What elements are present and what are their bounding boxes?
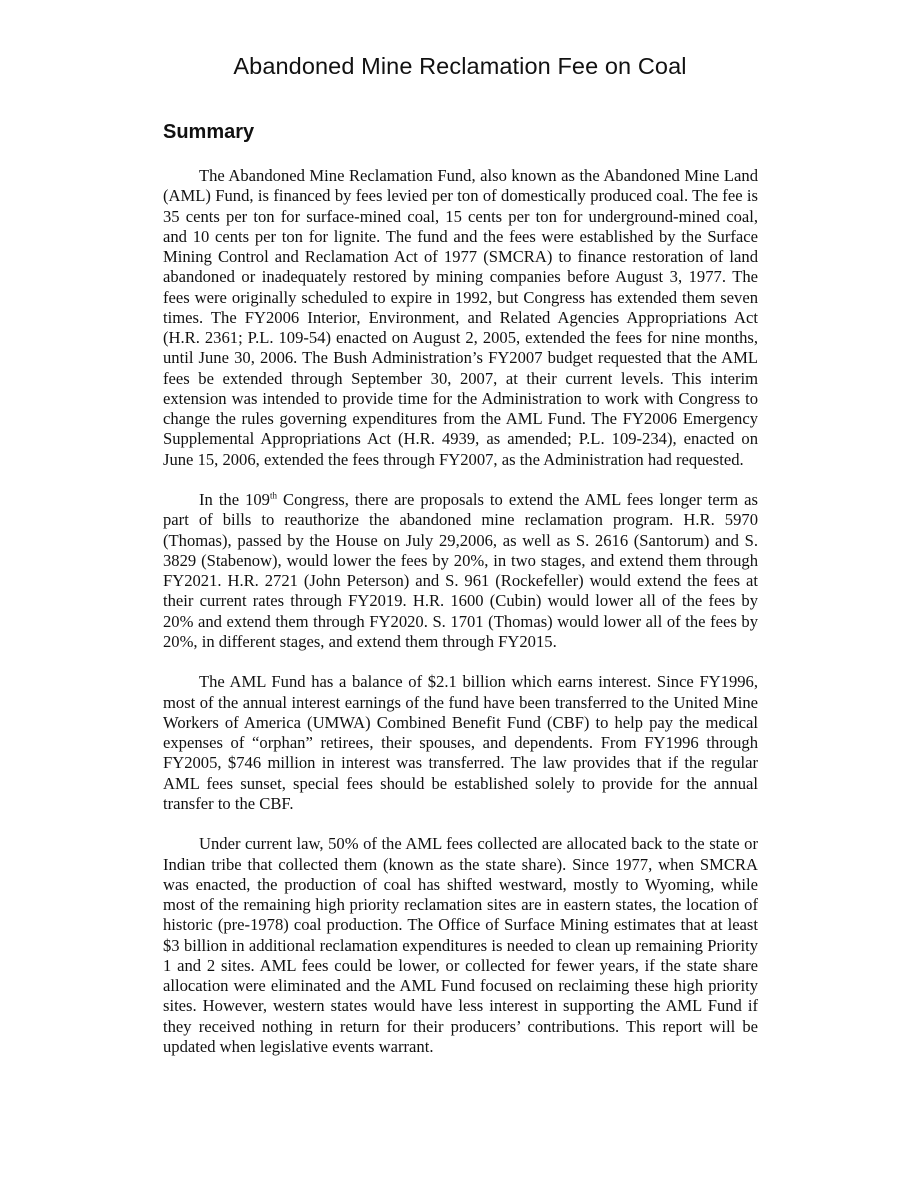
paragraph-text-rest: Congress, there are proposals to extend the AML fees longer term as part of bills to reauthorize the abandoned mine reclamation program. H.R. 5970 (Thomas), passed by the House on July 29,2006, as well as S. 2616 (Santorum) and S. 3829 (Stabenow), would lower the fees by 20%, in two stages, and extend them through FY2021. H.R. 2721 (John Peterson) and S. 961 (Rockefeller) would extend the fees at their current rates through FY2019. H.R. 1600 (Cubin) would lower all of the fees by 20% and extend them through FY2020. S. 1701 (Thomas) would lower all of the fees by 20%, in different stages, and extend them through FY2015. <box>163 490 758 651</box>
paragraph-state-share: Under current law, 50% of the AML fees collected are allocated back to the state or Indian tribe that collected them (known as the state share). Since 1977, when SMCRA was enacted, the production of coal has shifted westward, mostly to Wyoming, while most of the remaining high priority reclamation sites are in eastern states, the location of historic (pre-1978) coal production. The Office of Surface Mining estimates that at least $3 billion in additional reclamation expenditures is needed to clean up remaining Priority 1 and 2 sites. AML fees could be lower, or collected for fewer years, if the state share allocation were eliminated and the AML Fund focused on reclaiming these high priority sites. However, western states would have less interest in supporting the AML Fund if they received nothing in return for their producers’ contributions. This report will be updated when legislative events warrant. <box>163 834 758 1056</box>
paragraph-fund-balance-interest: The AML Fund has a balance of $2.1 billion which earns interest. Since FY1996, most of the annual interest earnings of the fund have been transferred to the United Mine Workers of America (UMWA) Combined Benefit Fund (CBF) to help pay the medical expenses of “orphan” retirees, their spouses, and dependents. From FY1996 through FY2005, $746 million in interest was transferred. The law provides that if the regular AML fees sunset, special fees should be established solely to provide for the annual transfer to the CBF. <box>163 672 758 813</box>
paragraph-109th-congress-proposals <box>163 490 758 652</box>
paragraph-fund-overview: The Abandoned Mine Reclamation Fund, also known as the Abandoned Mine Land (AML) Fund, is financed by fees levied per ton of domestically produced coal. The fee is 35 cents per ton for surface-mined coal, 15 cents per ton for underground-mined coal, and 10 cents per ton for lignite. The fund and the fees were established by the Surface Mining Control and Reclamation Act of 1977 (SMCRA) to finance restoration of land abandoned or inadequately restored by mining companies before August 3, 1977. The fees were originally scheduled to expire in 1992, but Congress has extended them seven times. The FY2006 Interior, Environment, and Related Agencies Appropriations Act (H.R. 2361; P.L. 109-54) enacted on August 2, 2005, extended the fees for nine months, until June 30, 2006. The Bush Administration’s FY2007 budget requested that the AML fees be extended through September 30, 2007, at their current levels. This interim extension was intended to provide time for the Administration to work with Congress to change the rules governing expenditures from the AML Fund. The FY2006 Emergency Supplemental Appropriations Act (H.R. 4939, as amended; P.L. 109-234), enacted on June 15, 2006, extended the fees through FY2007, as the Administration had requested. <box>163 166 758 469</box>
paragraph-text-start: In the 109 <box>199 490 270 509</box>
summary-body <box>163 166 758 1057</box>
ordinal-superscript: th <box>269 490 277 501</box>
section-heading-summary: Summary <box>163 121 255 143</box>
document-title: Abandoned Mine Reclamation Fee on Coal <box>233 53 687 79</box>
